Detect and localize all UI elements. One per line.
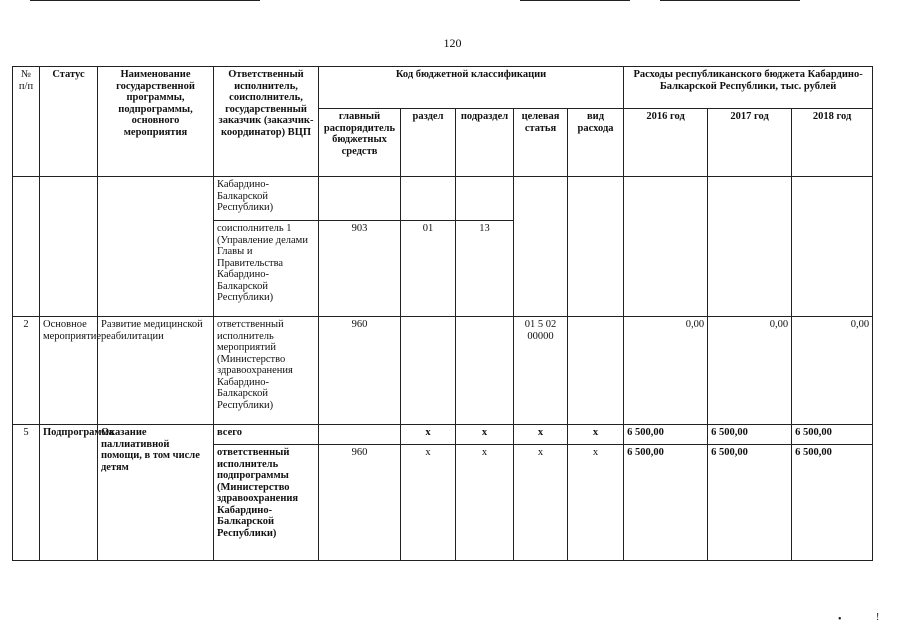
cell-2017: 6 500,00 xyxy=(708,445,792,561)
budget-table xyxy=(12,66,873,561)
header-2016: 2016 год xyxy=(624,109,708,177)
cell-2016: 6 500,00 xyxy=(624,425,708,445)
footer-mark-dot: • xyxy=(838,614,842,625)
cell-section: 01 xyxy=(401,221,456,317)
cell-grbs: 960 xyxy=(319,317,401,425)
header-name: Наименование государственной программы, подпрограммы, основного мероприятия xyxy=(98,67,214,177)
cell-responsible: всего xyxy=(214,425,319,445)
header-budget-code: Код бюджетной классификации xyxy=(319,67,624,109)
cell-subsection xyxy=(456,317,514,425)
cell-exp-type: х xyxy=(568,425,624,445)
header-subsection: подраздел xyxy=(456,109,514,177)
cell-name: Развитие медицинской реабилитации xyxy=(98,317,214,425)
cell-grbs xyxy=(319,425,401,445)
cell-name xyxy=(98,177,214,317)
cell-2016: 6 500,00 xyxy=(624,445,708,561)
header-section: раздел xyxy=(401,109,456,177)
header-grbs: главный распорядитель бюджетных средств xyxy=(319,109,401,177)
cell-target: 01 5 02 00000 xyxy=(514,317,568,425)
header-exp-type: вид расхода xyxy=(568,109,624,177)
cell-status: Подпрограмма xyxy=(40,425,98,561)
header-num: № п/п xyxy=(13,67,40,177)
cell-subsection: х xyxy=(456,445,514,561)
cell-2018: 0,00 xyxy=(792,317,873,425)
cell-name: Оказание паллиативной помощи, в том числе детям xyxy=(98,425,214,561)
cell-target xyxy=(514,177,568,317)
cell-grbs: 903 xyxy=(319,221,401,317)
page-number: 120 xyxy=(443,36,462,50)
table-row xyxy=(13,317,873,425)
top-rule-mid xyxy=(520,0,630,1)
cell-section xyxy=(401,177,456,221)
footer-mark-tick: ! xyxy=(876,612,880,623)
cell-2016: 0,00 xyxy=(624,317,708,425)
cell-num: 5 xyxy=(13,425,40,561)
table-row xyxy=(13,177,873,221)
cell-2018 xyxy=(792,177,873,317)
cell-exp-type xyxy=(568,317,624,425)
cell-num: 2 xyxy=(13,317,40,425)
cell-exp-type: х xyxy=(568,445,624,561)
cell-responsible: Кабардино-Балкарской Республики) xyxy=(214,177,319,221)
header-status: Статус xyxy=(40,67,98,177)
cell-2016 xyxy=(624,177,708,317)
cell-responsible: ответственный исполнитель мероприятий (Министерство здравоохранения Кабардино-Балкарской Республики) xyxy=(214,317,319,425)
cell-2018: 6 500,00 xyxy=(792,445,873,561)
header-row-1 xyxy=(13,67,873,109)
cell-target: х xyxy=(514,445,568,561)
cell-responsible: ответственный исполнитель подпрограммы (Министерство здравоохранения Кабардино-Балкарской Республики) xyxy=(214,445,319,561)
cell-grbs: 960 xyxy=(319,445,401,561)
top-rule-left xyxy=(30,0,260,1)
cell-status: Основное мероприятие xyxy=(40,317,98,425)
cell-2017 xyxy=(708,177,792,317)
header-responsible: Ответственный исполнитель, соисполнитель, государственный заказчик (заказчик-координатор) ВЦП xyxy=(214,67,319,177)
header-2017: 2017 год xyxy=(708,109,792,177)
cell-subsection: х xyxy=(456,425,514,445)
top-rule-right xyxy=(660,0,800,1)
cell-2017: 0,00 xyxy=(708,317,792,425)
cell-section: х xyxy=(401,445,456,561)
cell-status xyxy=(40,177,98,317)
table-row xyxy=(13,425,873,445)
cell-subsection xyxy=(456,177,514,221)
header-2018: 2018 год xyxy=(792,109,873,177)
cell-section: х xyxy=(401,425,456,445)
cell-subsection: 13 xyxy=(456,221,514,317)
cell-responsible: соисполнитель 1 (Управление делами Главы и Правительства Кабардино-Балкарской Республики) xyxy=(214,221,319,317)
header-expenses: Расходы республиканского бюджета Кабардино-Балкарской Республики, тыс. рублей xyxy=(624,67,873,109)
cell-target: х xyxy=(514,425,568,445)
header-target: целевая статья xyxy=(514,109,568,177)
cell-2018: 6 500,00 xyxy=(792,425,873,445)
cell-2017: 6 500,00 xyxy=(708,425,792,445)
cell-exp-type xyxy=(568,177,624,317)
cell-grbs xyxy=(319,177,401,221)
cell-num xyxy=(13,177,40,317)
cell-section xyxy=(401,317,456,425)
